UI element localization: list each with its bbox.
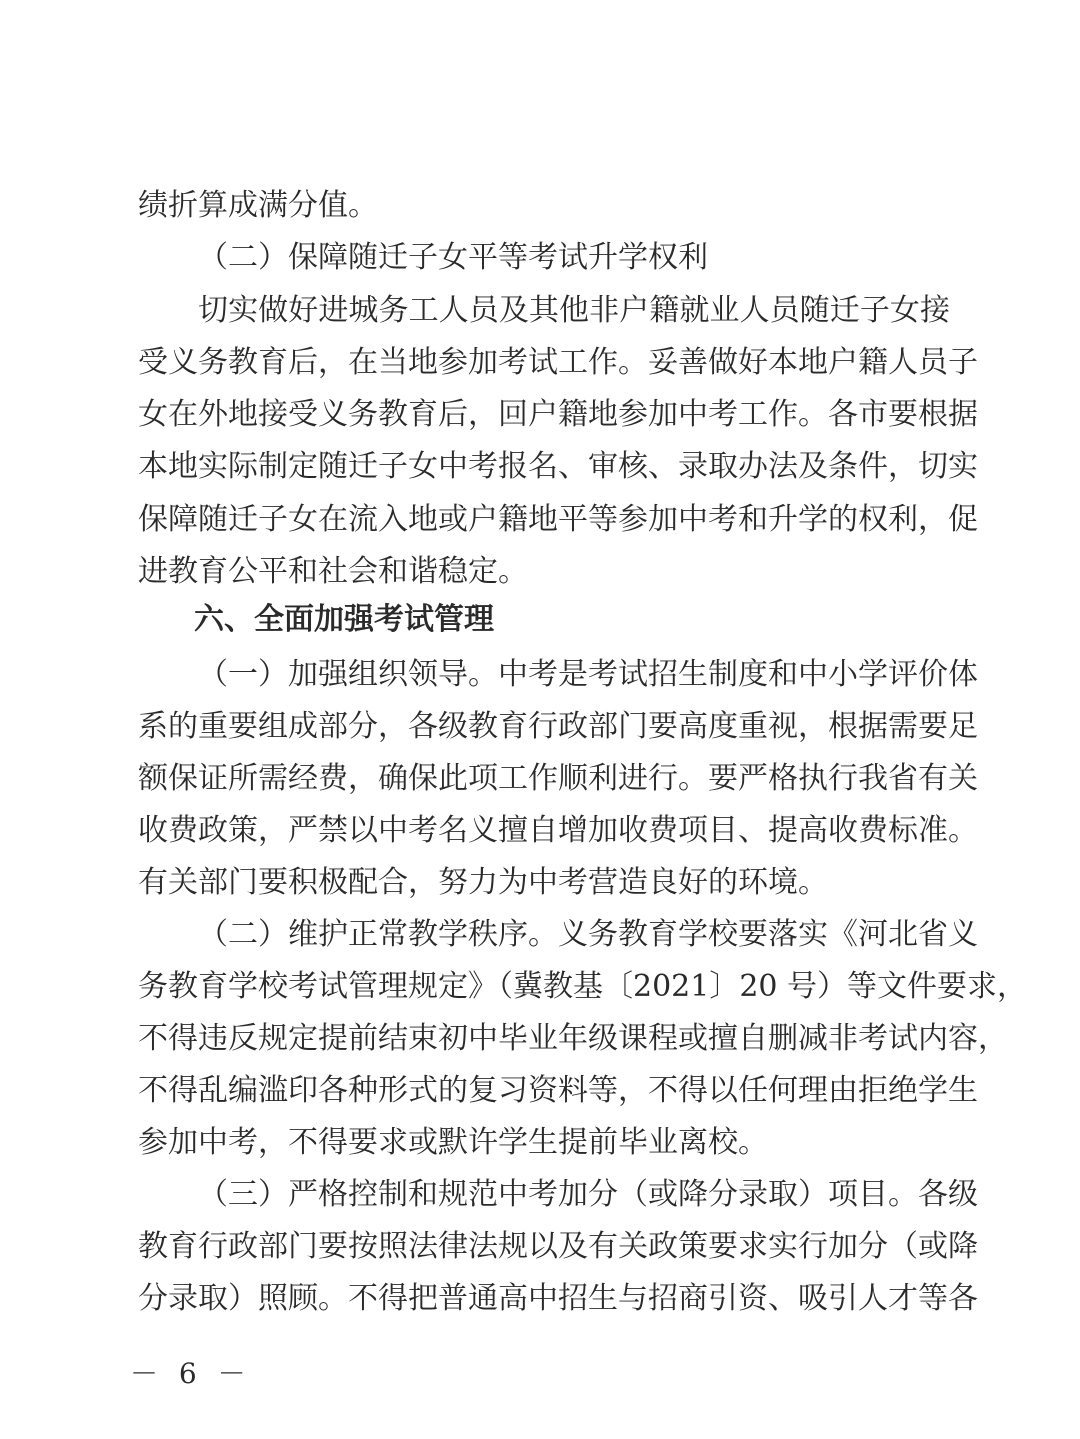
paragraph-line: （二）维护正常教学秩序。义务教育学校要落实《河北省义 [198, 917, 978, 952]
section-heading: 六、全面加强考试管理 [194, 602, 494, 637]
paragraph-line: 保障随迁子女在流入地或户籍地平等参加中考和升学的权利，促 [138, 502, 978, 537]
paragraph-line: 受义务教育后，在当地参加考试工作。妥善做好本地户籍人员子 [138, 345, 978, 380]
paragraph-line: 本地实际制定随迁子女中考报名、审核、录取办法及条件，切实 [138, 449, 978, 484]
paragraph-line: 系的重要组成部分，各级教育行政部门要高度重视，根据需要足 [138, 709, 978, 744]
paragraph-line: 不得违反规定提前结束初中毕业年级课程或擅自删减非考试内容， [138, 1021, 1008, 1056]
paragraph-line: 教育行政部门要按照法律法规以及有关政策要求实行加分（或降 [138, 1229, 978, 1264]
paragraph-line: 参加中考，不得要求或默许学生提前毕业离校。 [138, 1125, 768, 1160]
paragraph-line: 绩折算成满分值。 [138, 188, 378, 223]
paragraph-line: 分录取）照顾。不得把普通高中招生与招商引资、吸引人才等各 [138, 1281, 978, 1316]
paragraph-line: 额保证所需经费，确保此项工作顺利进行。要严格执行我省有关 [138, 761, 978, 796]
paragraph-line: 有关部门要积极配合，努力为中考营造良好的环境。 [138, 865, 828, 900]
paragraph-line: 进教育公平和社会和谐稳定。 [138, 554, 528, 589]
subsection-heading: （二）保障随迁子女平等考试升学权利 [198, 240, 708, 275]
page-number: － 6 － [130, 1357, 252, 1390]
paragraph-line: （一）加强组织领导。中考是考试招生制度和中小学评价体 [198, 657, 978, 692]
paragraph-line: 务教育学校考试管理规定》（冀教基〔2021〕20 号）等文件要求， [138, 969, 1028, 1004]
paragraph-line: 切实做好进城务工人员及其他非户籍就业人员随迁子女接 [198, 293, 950, 328]
paragraph-line: 收费政策，严禁以中考名义擅自增加收费项目、提高收费标准。 [138, 813, 978, 848]
paragraph-line: （三）严格控制和规范中考加分（或降分录取）项目。各级 [198, 1177, 978, 1212]
paragraph-line: 女在外地接受义务教育后，回户籍地参加中考工作。各市要根据 [138, 397, 978, 432]
paragraph-line: 不得乱编滥印各种形式的复习资料等，不得以任何理由拒绝学生 [138, 1073, 978, 1108]
